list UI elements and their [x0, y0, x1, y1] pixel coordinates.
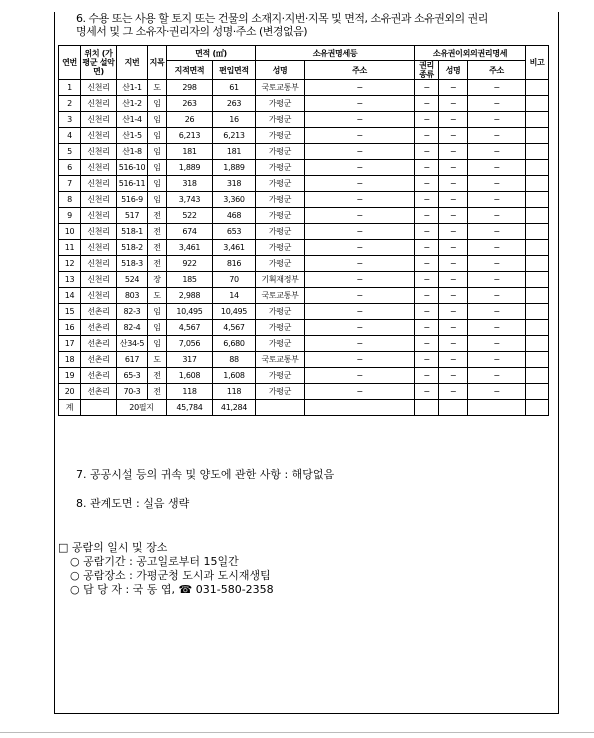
- cell-inc: 88: [213, 352, 256, 368]
- total-incorporated: 41,284: [213, 400, 256, 416]
- cell-inc: 6,680: [213, 336, 256, 352]
- header-rights-group: 소유권이외의권리명세: [415, 46, 526, 61]
- cell-note: [526, 368, 549, 384]
- cell-lot: 517: [117, 208, 148, 224]
- header-owner-name: 성명: [256, 61, 305, 80]
- cell-cat: 임: [148, 112, 167, 128]
- total-empty-address: [305, 400, 415, 416]
- table-row: [59, 128, 549, 144]
- table-row: [59, 304, 549, 320]
- cell-loc: 선촌리: [81, 304, 117, 320]
- cell-addr: −: [305, 272, 415, 288]
- cell-note: [526, 304, 549, 320]
- cell-rtype: −: [415, 96, 439, 112]
- notice-title: □ 공람의 일시 및 장소: [58, 541, 168, 554]
- header-area-total: 지적면적: [167, 61, 213, 80]
- cell-rname: −: [439, 144, 468, 160]
- cell-raddr: −: [468, 112, 526, 128]
- cell-note: [526, 160, 549, 176]
- cell-owner: 가평군: [256, 224, 305, 240]
- cell-rtype: −: [415, 368, 439, 384]
- cell-owner: 가평군: [256, 240, 305, 256]
- cell-lot: 70-3: [117, 384, 148, 400]
- cell-loc: 신천리: [81, 96, 117, 112]
- cell-loc: 신천리: [81, 192, 117, 208]
- cell-area: 10,495: [167, 304, 213, 320]
- cell-no: 3: [59, 112, 81, 128]
- table-row: [59, 384, 549, 400]
- cell-no: 10: [59, 224, 81, 240]
- page-bottom-rule: [0, 732, 594, 733]
- total-empty-note: [526, 400, 549, 416]
- table-row: [59, 80, 549, 96]
- cell-rname: −: [439, 320, 468, 336]
- cell-inc: 6,213: [213, 128, 256, 144]
- cell-lot: 518-2: [117, 240, 148, 256]
- cell-loc: 신천리: [81, 128, 117, 144]
- total-empty-owner: [256, 400, 305, 416]
- cell-rtype: −: [415, 112, 439, 128]
- cell-raddr: −: [468, 208, 526, 224]
- cell-owner: 가평군: [256, 192, 305, 208]
- cell-inc: 181: [213, 144, 256, 160]
- header-owner-group: 소유권명세등: [256, 46, 415, 61]
- cell-cat: 도: [148, 352, 167, 368]
- cell-rname: −: [439, 176, 468, 192]
- cell-lot: 산1-5: [117, 128, 148, 144]
- cell-loc: 선촌리: [81, 368, 117, 384]
- cell-raddr: −: [468, 144, 526, 160]
- total-empty-location: [81, 400, 117, 416]
- cell-loc: 선촌리: [81, 352, 117, 368]
- cell-inc: 118: [213, 384, 256, 400]
- cell-loc: 신천리: [81, 240, 117, 256]
- table-row: [59, 336, 549, 352]
- cell-no: 11: [59, 240, 81, 256]
- cell-owner: 기획재정부: [256, 272, 305, 288]
- cell-no: 4: [59, 128, 81, 144]
- cell-rname: −: [439, 304, 468, 320]
- cell-rname: −: [439, 384, 468, 400]
- cell-area: 3,743: [167, 192, 213, 208]
- cell-rname: −: [439, 336, 468, 352]
- cell-note: [526, 80, 549, 96]
- cell-area: 317: [167, 352, 213, 368]
- cell-owner: 가평군: [256, 160, 305, 176]
- cell-note: [526, 288, 549, 304]
- cell-no: 2: [59, 96, 81, 112]
- cell-raddr: −: [468, 304, 526, 320]
- cell-inc: 3,461: [213, 240, 256, 256]
- table-row: [59, 96, 549, 112]
- section-7: 7. 공공시설 등의 귀속 및 양도에 관한 사항 : 해당없음: [76, 468, 335, 481]
- cell-lot: 산1-1: [117, 80, 148, 96]
- cell-owner: 국토교통부: [256, 288, 305, 304]
- cell-rname: −: [439, 128, 468, 144]
- cell-raddr: −: [468, 272, 526, 288]
- cell-no: 7: [59, 176, 81, 192]
- cell-no: 1: [59, 80, 81, 96]
- cell-rname: −: [439, 256, 468, 272]
- land-table-body: [59, 80, 549, 416]
- cell-lot: 518-3: [117, 256, 148, 272]
- cell-cat: 임: [148, 160, 167, 176]
- cell-owner: 가평군: [256, 112, 305, 128]
- cell-addr: −: [305, 160, 415, 176]
- cell-rname: −: [439, 288, 468, 304]
- cell-area: 263: [167, 96, 213, 112]
- cell-rname: −: [439, 112, 468, 128]
- cell-no: 6: [59, 160, 81, 176]
- header-remarks: 비고: [526, 46, 549, 80]
- cell-note: [526, 144, 549, 160]
- cell-area: 1,608: [167, 368, 213, 384]
- header-category: 지목: [148, 46, 167, 80]
- cell-owner: 가평군: [256, 96, 305, 112]
- cell-raddr: −: [468, 80, 526, 96]
- cell-note: [526, 192, 549, 208]
- cell-inc: 10,495: [213, 304, 256, 320]
- cell-note: [526, 176, 549, 192]
- notice-period: ○ 공람기간 : 공고일로부터 15일간: [70, 555, 239, 568]
- cell-area: 922: [167, 256, 213, 272]
- cell-owner: 가평군: [256, 176, 305, 192]
- cell-loc: 신천리: [81, 144, 117, 160]
- cell-rtype: −: [415, 256, 439, 272]
- cell-rtype: −: [415, 80, 439, 96]
- cell-owner: 가평군: [256, 384, 305, 400]
- cell-inc: 1,608: [213, 368, 256, 384]
- cell-addr: −: [305, 336, 415, 352]
- cell-lot: 산1-2: [117, 96, 148, 112]
- cell-rtype: −: [415, 352, 439, 368]
- cell-raddr: −: [468, 192, 526, 208]
- cell-owner: 가평군: [256, 256, 305, 272]
- cell-rname: −: [439, 96, 468, 112]
- cell-inc: 263: [213, 96, 256, 112]
- cell-cat: 전: [148, 256, 167, 272]
- header-lot: 지번: [117, 46, 148, 80]
- cell-loc: 선촌리: [81, 320, 117, 336]
- cell-lot: 82-3: [117, 304, 148, 320]
- cell-lot: 803: [117, 288, 148, 304]
- header-no: 연번: [59, 46, 81, 80]
- cell-inc: 3,360: [213, 192, 256, 208]
- cell-owner: 가평군: [256, 128, 305, 144]
- table-row: [59, 176, 549, 192]
- cell-owner: 가평군: [256, 208, 305, 224]
- land-table: [58, 45, 549, 416]
- cell-rtype: −: [415, 384, 439, 400]
- cell-area: 2,988: [167, 288, 213, 304]
- table-row: [59, 192, 549, 208]
- cell-addr: −: [305, 304, 415, 320]
- total-label: 계: [59, 400, 81, 416]
- cell-no: 15: [59, 304, 81, 320]
- cell-owner: 가평군: [256, 144, 305, 160]
- cell-addr: −: [305, 176, 415, 192]
- cell-rtype: −: [415, 160, 439, 176]
- cell-note: [526, 352, 549, 368]
- cell-inc: 14: [213, 288, 256, 304]
- cell-raddr: −: [468, 352, 526, 368]
- cell-cat: 임: [148, 176, 167, 192]
- cell-rtype: −: [415, 224, 439, 240]
- cell-inc: 468: [213, 208, 256, 224]
- cell-addr: −: [305, 144, 415, 160]
- cell-rname: −: [439, 224, 468, 240]
- cell-owner: 가평군: [256, 336, 305, 352]
- total-empty-raddr: [468, 400, 526, 416]
- header-area-incorporated: 편입면적: [213, 61, 256, 80]
- cell-cat: 전: [148, 240, 167, 256]
- cell-rname: −: [439, 160, 468, 176]
- cell-raddr: −: [468, 288, 526, 304]
- cell-note: [526, 112, 549, 128]
- header-rights-name: 성명: [439, 61, 468, 80]
- cell-raddr: −: [468, 336, 526, 352]
- cell-cat: 장: [148, 272, 167, 288]
- cell-area: 522: [167, 208, 213, 224]
- section-6-line-1: 6. 수용 또는 사용 할 토지 또는 건물의 소재지·지번·지목 및 면적, 소유권과 소유권외의 권리: [76, 12, 488, 25]
- cell-no: 19: [59, 368, 81, 384]
- table-row: [59, 240, 549, 256]
- cell-rname: −: [439, 240, 468, 256]
- cell-rtype: −: [415, 144, 439, 160]
- cell-raddr: −: [468, 368, 526, 384]
- table-row: [59, 352, 549, 368]
- cell-inc: 653: [213, 224, 256, 240]
- total-empty-rtype: [415, 400, 439, 416]
- cell-rname: −: [439, 80, 468, 96]
- notice-contact: ○ 담 당 자 : 국 동 엽, ☎ 031-580-2358: [70, 583, 274, 596]
- cell-loc: 신천리: [81, 80, 117, 96]
- total-area: 45,784: [167, 400, 213, 416]
- section-8: 8. 관계도면 : 실음 생략: [76, 497, 190, 510]
- cell-inc: 61: [213, 80, 256, 96]
- cell-rtype: −: [415, 192, 439, 208]
- cell-loc: 신천리: [81, 208, 117, 224]
- cell-addr: −: [305, 192, 415, 208]
- cell-area: 185: [167, 272, 213, 288]
- cell-raddr: −: [468, 384, 526, 400]
- section-6-line-2: 명세서 및 그 소유자·권리자의 성명·주소 (변경없음): [76, 25, 308, 38]
- cell-note: [526, 320, 549, 336]
- cell-rname: −: [439, 352, 468, 368]
- header-rights-type: 권리 종류: [415, 61, 439, 80]
- cell-loc: 신천리: [81, 224, 117, 240]
- cell-cat: 도: [148, 288, 167, 304]
- cell-no: 5: [59, 144, 81, 160]
- total-empty-rname: [439, 400, 468, 416]
- cell-loc: 신천리: [81, 288, 117, 304]
- cell-lot: 524: [117, 272, 148, 288]
- cell-addr: −: [305, 240, 415, 256]
- cell-lot: 산34-5: [117, 336, 148, 352]
- cell-lot: 516-11: [117, 176, 148, 192]
- cell-rname: −: [439, 368, 468, 384]
- cell-area: 674: [167, 224, 213, 240]
- cell-rtype: −: [415, 128, 439, 144]
- table-row: [59, 112, 549, 128]
- table-row: [59, 320, 549, 336]
- cell-inc: 70: [213, 272, 256, 288]
- cell-loc: 선촌리: [81, 384, 117, 400]
- total-row: [59, 400, 549, 416]
- cell-note: [526, 272, 549, 288]
- cell-note: [526, 128, 549, 144]
- table-row: [59, 144, 549, 160]
- cell-cat: 전: [148, 208, 167, 224]
- cell-rtype: −: [415, 336, 439, 352]
- cell-area: 3,461: [167, 240, 213, 256]
- cell-no: 13: [59, 272, 81, 288]
- cell-lot: 산1-8: [117, 144, 148, 160]
- cell-addr: −: [305, 384, 415, 400]
- cell-note: [526, 96, 549, 112]
- cell-raddr: −: [468, 160, 526, 176]
- cell-raddr: −: [468, 256, 526, 272]
- header-location: 위치 (가평군 설악면): [81, 46, 117, 80]
- cell-cat: 전: [148, 384, 167, 400]
- cell-cat: 임: [148, 144, 167, 160]
- cell-owner: 국토교통부: [256, 80, 305, 96]
- cell-addr: −: [305, 288, 415, 304]
- cell-inc: 1,889: [213, 160, 256, 176]
- cell-no: 8: [59, 192, 81, 208]
- cell-no: 17: [59, 336, 81, 352]
- cell-owner: 가평군: [256, 368, 305, 384]
- cell-area: 7,056: [167, 336, 213, 352]
- cell-inc: 816: [213, 256, 256, 272]
- cell-cat: 임: [148, 320, 167, 336]
- cell-cat: 임: [148, 192, 167, 208]
- cell-owner: 가평군: [256, 304, 305, 320]
- table-row: [59, 224, 549, 240]
- section-6-heading: [76, 12, 560, 38]
- cell-loc: 신천리: [81, 112, 117, 128]
- total-lots: 20필지: [117, 400, 167, 416]
- cell-addr: −: [305, 128, 415, 144]
- cell-no: 16: [59, 320, 81, 336]
- cell-loc: 신천리: [81, 160, 117, 176]
- cell-rtype: −: [415, 288, 439, 304]
- cell-rtype: −: [415, 304, 439, 320]
- table-row: [59, 272, 549, 288]
- cell-loc: 선촌리: [81, 336, 117, 352]
- cell-addr: −: [305, 208, 415, 224]
- cell-area: 4,567: [167, 320, 213, 336]
- cell-area: 118: [167, 384, 213, 400]
- cell-addr: −: [305, 80, 415, 96]
- cell-lot: 산1-4: [117, 112, 148, 128]
- cell-loc: 신천리: [81, 176, 117, 192]
- cell-cat: 임: [148, 304, 167, 320]
- cell-note: [526, 208, 549, 224]
- table-row: [59, 288, 549, 304]
- cell-rtype: −: [415, 320, 439, 336]
- cell-rtype: −: [415, 208, 439, 224]
- cell-loc: 신천리: [81, 256, 117, 272]
- cell-cat: 도: [148, 80, 167, 96]
- cell-no: 20: [59, 384, 81, 400]
- cell-lot: 82-4: [117, 320, 148, 336]
- cell-area: 318: [167, 176, 213, 192]
- cell-no: 18: [59, 352, 81, 368]
- cell-area: 298: [167, 80, 213, 96]
- cell-inc: 4,567: [213, 320, 256, 336]
- cell-inc: 318: [213, 176, 256, 192]
- cell-rtype: −: [415, 240, 439, 256]
- table-row: [59, 368, 549, 384]
- cell-rname: −: [439, 208, 468, 224]
- cell-note: [526, 336, 549, 352]
- cell-no: 14: [59, 288, 81, 304]
- cell-no: 12: [59, 256, 81, 272]
- cell-raddr: −: [468, 176, 526, 192]
- cell-note: [526, 224, 549, 240]
- cell-raddr: −: [468, 240, 526, 256]
- cell-addr: −: [305, 112, 415, 128]
- cell-addr: −: [305, 320, 415, 336]
- cell-addr: −: [305, 352, 415, 368]
- cell-inc: 16: [213, 112, 256, 128]
- cell-rtype: −: [415, 272, 439, 288]
- header-area-group: 면적 (㎡): [167, 46, 256, 61]
- header-owner-address: 주소: [305, 61, 415, 80]
- cell-area: 6,213: [167, 128, 213, 144]
- cell-area: 181: [167, 144, 213, 160]
- cell-cat: 임: [148, 128, 167, 144]
- cell-rname: −: [439, 272, 468, 288]
- cell-area: 26: [167, 112, 213, 128]
- cell-raddr: −: [468, 320, 526, 336]
- notice-place: ○ 공람장소 : 가평군청 도시과 도시재생팀: [70, 569, 271, 582]
- cell-addr: −: [305, 368, 415, 384]
- cell-lot: 65-3: [117, 368, 148, 384]
- table-row: [59, 256, 549, 272]
- cell-loc: 신천리: [81, 272, 117, 288]
- cell-rname: −: [439, 192, 468, 208]
- cell-rtype: −: [415, 176, 439, 192]
- cell-note: [526, 384, 549, 400]
- cell-area: 1,889: [167, 160, 213, 176]
- table-row: [59, 208, 549, 224]
- cell-owner: 가평군: [256, 320, 305, 336]
- cell-note: [526, 256, 549, 272]
- cell-cat: 전: [148, 224, 167, 240]
- cell-lot: 617: [117, 352, 148, 368]
- cell-lot: 516-9: [117, 192, 148, 208]
- cell-cat: 전: [148, 368, 167, 384]
- cell-note: [526, 240, 549, 256]
- cell-lot: 518-1: [117, 224, 148, 240]
- cell-addr: −: [305, 96, 415, 112]
- cell-raddr: −: [468, 224, 526, 240]
- cell-cat: 임: [148, 336, 167, 352]
- cell-owner: 국토교통부: [256, 352, 305, 368]
- cell-cat: 임: [148, 96, 167, 112]
- cell-raddr: −: [468, 96, 526, 112]
- cell-no: 9: [59, 208, 81, 224]
- table-row: [59, 160, 549, 176]
- cell-raddr: −: [468, 128, 526, 144]
- header-rights-address: 주소: [468, 61, 526, 80]
- cell-addr: −: [305, 256, 415, 272]
- cell-addr: −: [305, 224, 415, 240]
- cell-lot: 516-10: [117, 160, 148, 176]
